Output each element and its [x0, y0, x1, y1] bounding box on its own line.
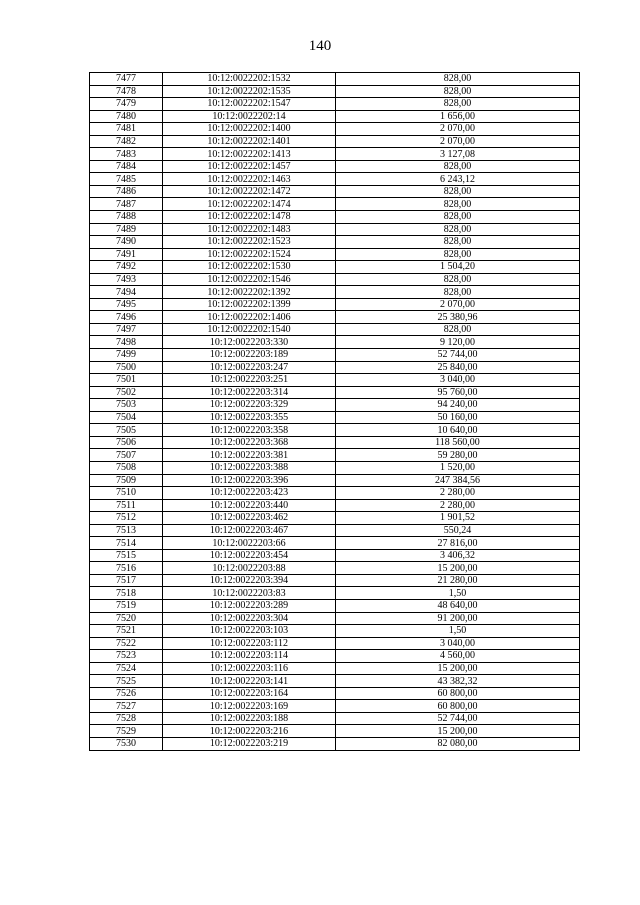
table-row — [90, 712, 580, 725]
cadastral-number-cell: 10:12:0022203:358 — [163, 424, 336, 437]
row-number-cell: 7527 — [90, 700, 163, 713]
table-row — [90, 687, 580, 700]
table-row — [90, 436, 580, 449]
amount-cell: 52 744,00 — [336, 349, 580, 362]
amount-cell: 828,00 — [336, 248, 580, 261]
cadastral-number-cell: 10:12:0022202:1532 — [163, 73, 336, 86]
amount-cell: 59 280,00 — [336, 449, 580, 462]
row-number-cell: 7494 — [90, 286, 163, 299]
table-row — [90, 298, 580, 311]
table-row — [90, 562, 580, 575]
cadastral-number-cell: 10:12:0022203:141 — [163, 675, 336, 688]
row-number-cell: 7497 — [90, 323, 163, 336]
row-number-cell: 7482 — [90, 135, 163, 148]
row-number-cell: 7513 — [90, 524, 163, 537]
amount-cell: 2 070,00 — [336, 123, 580, 136]
table-row — [90, 625, 580, 638]
cadastral-number-cell: 10:12:0022202:1400 — [163, 123, 336, 136]
row-number-cell: 7515 — [90, 549, 163, 562]
amount-cell: 52 744,00 — [336, 712, 580, 725]
table-row — [90, 361, 580, 374]
amount-cell: 2 280,00 — [336, 487, 580, 500]
cadastral-number-cell: 10:12:0022202:1401 — [163, 135, 336, 148]
cadastral-number-cell: 10:12:0022202:1472 — [163, 185, 336, 198]
cadastral-number-cell: 10:12:0022202:14 — [163, 110, 336, 123]
amount-cell: 1 520,00 — [336, 461, 580, 474]
cadastral-number-cell: 10:12:0022203:368 — [163, 436, 336, 449]
row-number-cell: 7524 — [90, 662, 163, 675]
table-row — [90, 135, 580, 148]
amount-cell: 828,00 — [336, 85, 580, 98]
row-number-cell: 7502 — [90, 386, 163, 399]
row-number-cell: 7521 — [90, 625, 163, 638]
cadastral-number-cell: 10:12:0022203:462 — [163, 512, 336, 525]
table-row — [90, 512, 580, 525]
table-row — [90, 223, 580, 236]
amount-cell: 4 560,00 — [336, 650, 580, 663]
cadastral-number-cell: 10:12:0022203:423 — [163, 487, 336, 500]
table-row — [90, 286, 580, 299]
row-number-cell: 7483 — [90, 148, 163, 161]
row-number-cell: 7495 — [90, 298, 163, 311]
table-row — [90, 424, 580, 437]
row-number-cell: 7528 — [90, 712, 163, 725]
cadastral-number-cell: 10:12:0022203:112 — [163, 637, 336, 650]
amount-cell: 1 656,00 — [336, 110, 580, 123]
row-number-cell: 7485 — [90, 173, 163, 186]
amount-cell: 3 040,00 — [336, 374, 580, 387]
cadastral-number-cell: 10:12:0022202:1474 — [163, 198, 336, 211]
amount-cell: 15 200,00 — [336, 562, 580, 575]
row-number-cell: 7500 — [90, 361, 163, 374]
table-row — [90, 587, 580, 600]
cadastral-number-cell: 10:12:0022202:1399 — [163, 298, 336, 311]
table-row — [90, 349, 580, 362]
cadastral-number-cell: 10:12:0022203:116 — [163, 662, 336, 675]
row-number-cell: 7484 — [90, 160, 163, 173]
table-row — [90, 98, 580, 111]
table-row — [90, 148, 580, 161]
table-row — [90, 85, 580, 98]
table-row — [90, 499, 580, 512]
table-row — [90, 549, 580, 562]
cadastral-number-cell: 10:12:0022202:1413 — [163, 148, 336, 161]
row-number-cell: 7511 — [90, 499, 163, 512]
table-row — [90, 311, 580, 324]
row-number-cell: 7519 — [90, 599, 163, 612]
amount-cell: 21 280,00 — [336, 574, 580, 587]
cadastral-number-cell: 10:12:0022203:83 — [163, 587, 336, 600]
row-number-cell: 7479 — [90, 98, 163, 111]
row-number-cell: 7486 — [90, 185, 163, 198]
table-row — [90, 123, 580, 136]
amount-cell: 48 640,00 — [336, 599, 580, 612]
cadastral-number-cell: 10:12:0022203:188 — [163, 712, 336, 725]
row-number-cell: 7504 — [90, 411, 163, 424]
row-number-cell: 7478 — [90, 85, 163, 98]
amount-cell: 60 800,00 — [336, 687, 580, 700]
amount-cell: 828,00 — [336, 185, 580, 198]
amount-cell: 2 070,00 — [336, 135, 580, 148]
row-number-cell: 7507 — [90, 449, 163, 462]
amount-cell: 828,00 — [336, 223, 580, 236]
cadastral-number-cell: 10:12:0022202:1392 — [163, 286, 336, 299]
table-row — [90, 637, 580, 650]
row-number-cell: 7503 — [90, 399, 163, 412]
table-row — [90, 160, 580, 173]
row-number-cell: 7489 — [90, 223, 163, 236]
table-row — [90, 524, 580, 537]
amount-cell: 1 504,20 — [336, 261, 580, 274]
table-row — [90, 675, 580, 688]
amount-cell: 27 816,00 — [336, 537, 580, 550]
row-number-cell: 7493 — [90, 273, 163, 286]
cadastral-number-cell: 10:12:0022203:251 — [163, 374, 336, 387]
cadastral-number-cell: 10:12:0022203:314 — [163, 386, 336, 399]
cadastral-number-cell: 10:12:0022202:1535 — [163, 85, 336, 98]
cadastral-number-cell: 10:12:0022203:164 — [163, 687, 336, 700]
row-number-cell: 7491 — [90, 248, 163, 261]
amount-cell: 25 380,96 — [336, 311, 580, 324]
cadastral-number-cell: 10:12:0022203:454 — [163, 549, 336, 562]
amount-cell: 25 840,00 — [336, 361, 580, 374]
row-number-cell: 7518 — [90, 587, 163, 600]
row-number-cell: 7517 — [90, 574, 163, 587]
amount-cell: 10 640,00 — [336, 424, 580, 437]
row-number-cell: 7505 — [90, 424, 163, 437]
row-number-cell: 7512 — [90, 512, 163, 525]
amount-cell: 3 127,08 — [336, 148, 580, 161]
amount-cell: 6 243,12 — [336, 173, 580, 186]
amount-cell: 2 280,00 — [336, 499, 580, 512]
cadastral-number-cell: 10:12:0022203:440 — [163, 499, 336, 512]
table-row — [90, 323, 580, 336]
amount-cell: 550,24 — [336, 524, 580, 537]
row-number-cell: 7480 — [90, 110, 163, 123]
table-row — [90, 487, 580, 500]
cadastral-number-cell: 10:12:0022202:1546 — [163, 273, 336, 286]
amount-cell: 828,00 — [336, 73, 580, 86]
table-row — [90, 650, 580, 663]
amount-cell: 1,50 — [336, 625, 580, 638]
cadastral-number-cell: 10:12:0022203:216 — [163, 725, 336, 738]
amount-cell: 118 560,00 — [336, 436, 580, 449]
row-number-cell: 7487 — [90, 198, 163, 211]
table-row — [90, 386, 580, 399]
table-row — [90, 537, 580, 550]
amount-cell: 828,00 — [336, 198, 580, 211]
row-number-cell: 7481 — [90, 123, 163, 136]
table-row — [90, 211, 580, 224]
table-row — [90, 73, 580, 86]
amount-cell: 15 200,00 — [336, 662, 580, 675]
table-row — [90, 411, 580, 424]
table-row — [90, 461, 580, 474]
row-number-cell: 7510 — [90, 487, 163, 500]
row-number-cell: 7526 — [90, 687, 163, 700]
cadastral-number-cell: 10:12:0022202:1478 — [163, 211, 336, 224]
row-number-cell: 7520 — [90, 612, 163, 625]
amount-cell: 94 240,00 — [336, 399, 580, 412]
table-row — [90, 599, 580, 612]
amount-cell: 9 120,00 — [336, 336, 580, 349]
cadastral-number-cell: 10:12:0022202:1483 — [163, 223, 336, 236]
amount-cell: 828,00 — [336, 98, 580, 111]
row-number-cell: 7509 — [90, 474, 163, 487]
amount-cell: 828,00 — [336, 236, 580, 249]
row-number-cell: 7477 — [90, 73, 163, 86]
amount-cell: 828,00 — [336, 273, 580, 286]
cadastral-number-cell: 10:12:0022203:355 — [163, 411, 336, 424]
amount-cell: 82 080,00 — [336, 737, 580, 750]
table-row — [90, 273, 580, 286]
amount-cell: 1,50 — [336, 587, 580, 600]
row-number-cell: 7508 — [90, 461, 163, 474]
row-number-cell: 7499 — [90, 349, 163, 362]
cadastral-number-cell: 10:12:0022202:1547 — [163, 98, 336, 111]
table-row — [90, 399, 580, 412]
table-row — [90, 236, 580, 249]
amount-cell: 828,00 — [336, 323, 580, 336]
row-number-cell: 7530 — [90, 737, 163, 750]
row-number-cell: 7496 — [90, 311, 163, 324]
cadastral-number-cell: 10:12:0022203:289 — [163, 599, 336, 612]
page-number: 140 — [308, 38, 332, 54]
cadastral-number-cell: 10:12:0022203:219 — [163, 737, 336, 750]
cadastral-number-cell: 10:12:0022202:1406 — [163, 311, 336, 324]
table-row — [90, 336, 580, 349]
cadastral-number-cell: 10:12:0022202:1524 — [163, 248, 336, 261]
row-number-cell: 7488 — [90, 211, 163, 224]
row-number-cell: 7522 — [90, 637, 163, 650]
amount-cell: 91 200,00 — [336, 612, 580, 625]
table-row — [90, 173, 580, 186]
row-number-cell: 7492 — [90, 261, 163, 274]
row-number-cell: 7529 — [90, 725, 163, 738]
cadastral-number-cell: 10:12:0022203:467 — [163, 524, 336, 537]
row-number-cell: 7523 — [90, 650, 163, 663]
amount-cell: 95 760,00 — [336, 386, 580, 399]
table-row — [90, 574, 580, 587]
table-row — [90, 374, 580, 387]
amount-cell: 43 382,32 — [336, 675, 580, 688]
cadastral-number-cell: 10:12:0022203:329 — [163, 399, 336, 412]
table-row — [90, 737, 580, 750]
amount-cell: 50 160,00 — [336, 411, 580, 424]
amount-cell: 3 406,32 — [336, 549, 580, 562]
cadastral-number-cell: 10:12:0022203:247 — [163, 361, 336, 374]
row-number-cell: 7506 — [90, 436, 163, 449]
table-row — [90, 612, 580, 625]
table-row — [90, 449, 580, 462]
table-row — [90, 474, 580, 487]
cadastral-number-cell: 10:12:0022203:330 — [163, 336, 336, 349]
cadastral-number-cell: 10:12:0022203:388 — [163, 461, 336, 474]
amount-cell: 3 040,00 — [336, 637, 580, 650]
row-number-cell: 7525 — [90, 675, 163, 688]
amount-cell: 1 901,52 — [336, 512, 580, 525]
cadastral-number-cell: 10:12:0022203:169 — [163, 700, 336, 713]
table-row — [90, 110, 580, 123]
cadastral-number-cell: 10:12:0022202:1530 — [163, 261, 336, 274]
table-row — [90, 725, 580, 738]
amount-cell: 828,00 — [336, 160, 580, 173]
table-row — [90, 700, 580, 713]
row-number-cell: 7516 — [90, 562, 163, 575]
amount-cell: 828,00 — [336, 286, 580, 299]
row-number-cell: 7490 — [90, 236, 163, 249]
amount-cell: 828,00 — [336, 211, 580, 224]
row-number-cell: 7498 — [90, 336, 163, 349]
cadastral-number-cell: 10:12:0022203:394 — [163, 574, 336, 587]
cadastral-number-cell: 10:12:0022203:103 — [163, 625, 336, 638]
table-row — [90, 248, 580, 261]
data-table — [89, 72, 580, 751]
cadastral-number-cell: 10:12:0022203:66 — [163, 537, 336, 550]
amount-cell: 247 384,56 — [336, 474, 580, 487]
cadastral-number-cell: 10:12:0022202:1463 — [163, 173, 336, 186]
cadastral-number-cell: 10:12:0022202:1523 — [163, 236, 336, 249]
row-number-cell: 7501 — [90, 374, 163, 387]
amount-cell: 60 800,00 — [336, 700, 580, 713]
cadastral-number-cell: 10:12:0022202:1457 — [163, 160, 336, 173]
table-row — [90, 198, 580, 211]
cadastral-number-cell: 10:12:0022203:114 — [163, 650, 336, 663]
cadastral-number-cell: 10:12:0022203:189 — [163, 349, 336, 362]
table-row — [90, 662, 580, 675]
cadastral-number-cell: 10:12:0022203:381 — [163, 449, 336, 462]
cadastral-number-cell: 10:12:0022202:1540 — [163, 323, 336, 336]
cadastral-number-cell: 10:12:0022203:396 — [163, 474, 336, 487]
amount-cell: 2 070,00 — [336, 298, 580, 311]
cadastral-number-cell: 10:12:0022203:304 — [163, 612, 336, 625]
row-number-cell: 7514 — [90, 537, 163, 550]
amount-cell: 15 200,00 — [336, 725, 580, 738]
table-row — [90, 261, 580, 274]
table-body — [90, 73, 580, 751]
cadastral-number-cell: 10:12:0022203:88 — [163, 562, 336, 575]
table-row — [90, 185, 580, 198]
